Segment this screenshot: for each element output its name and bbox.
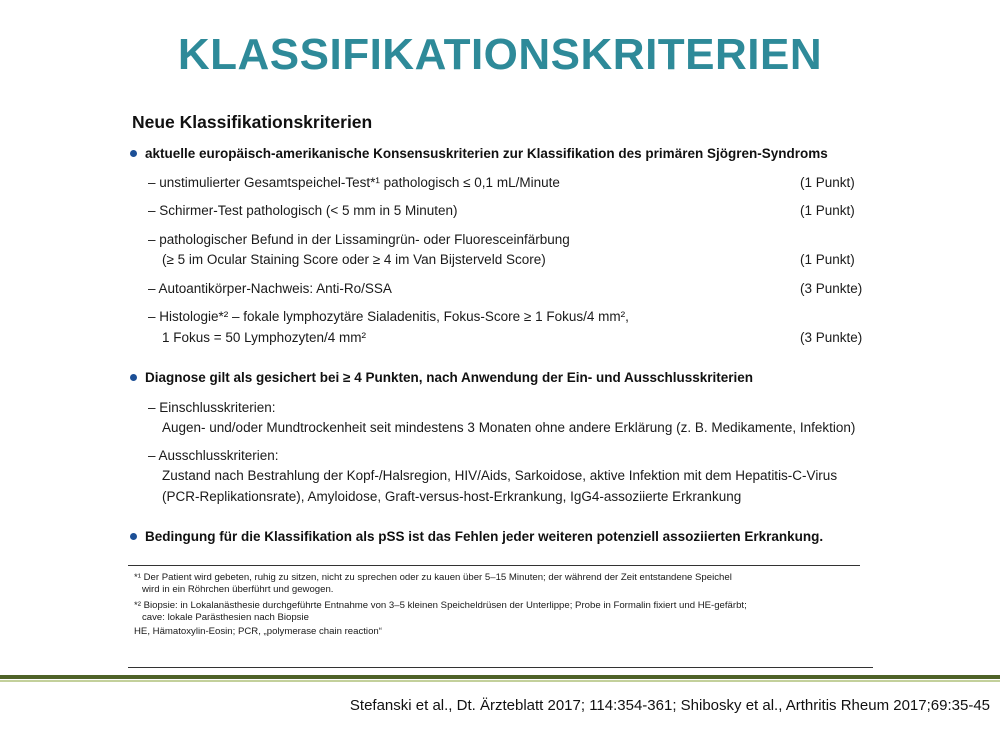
footnote-divider [128,565,860,566]
bullet-consensus: aktuelle europäisch-amerikanische Konsensuskriterien zur Klassifikation des primären Sjögren-Syndroms [130,146,828,161]
criterion-line: (≥ 5 im Ocular Staining Score oder ≥ 4 im Van Bijsterveld Score) [162,252,546,267]
slide-title: KLASSIFIKATIONSKRITERIEN [177,30,823,79]
criteria-document [128,108,873,668]
document-heading: Neue Klassifikationskriterien [132,112,373,132]
criterion-points: (1 Punkt) [800,252,855,267]
footnote-line: *¹ Der Patient wird gebeten, ruhig zu sitzen, nicht zu sprechen oder zu kauen über 5–15 Minuten; der während der Zeit entstandene Speichel [134,572,732,583]
criterion-line: 1 Fokus = 50 Lymphozyten/4 mm² [162,330,366,345]
document-bottom-rule [128,667,873,668]
footer-bar-dark [0,675,1000,679]
bullet-dot-icon [130,374,137,381]
footnote-line: cave: lokale Parästhesien nach Biopsie [142,612,309,623]
ausschluss-text: (PCR-Replikationsrate), Amyloidose, Graft-versus-host-Erkrankung, IgG4-assoziierte Erkrankung [162,489,742,504]
criterion-line: – unstimulierter Gesamtspeichel-Test*¹ pathologisch ≤ 0,1 mL/Minute [148,175,560,190]
einschluss-label: – Einschlusskriterien: [148,400,276,415]
einschluss-text: Augen- und/oder Mundtrockenheit seit mindestens 3 Monaten ohne andere Erklärung (z. B. Medikamente, Infektion) [162,420,856,435]
bullet-dot-icon [130,533,137,540]
bullet-condition: Bedingung für die Klassifikation als pSS ist das Fehlen jeder weiteren potenziell assoziierten Erkrankung. [130,529,823,544]
criterion-line: – Histologie*² – fokale lymphozytäre Sialadenitis, Fokus-Score ≥ 1 Fokus/4 mm², [148,309,629,324]
bullet-diagnosis: Diagnose gilt als gesichert bei ≥ 4 Punkten, nach Anwendung der Ein- und Ausschlusskriterien [130,370,753,385]
citation: Stefanski et al., Dt. Ärzteblatt 2017; 114:354-361; Shibosky et al., Arthritis Rheum 2017;69:35-45 [349,697,990,714]
ausschluss-text: Zustand nach Bestrahlung der Kopf-/Halsregion, HIV/Aids, Sarkoidose, aktive Infektion mit dem Hepatitis-C-Virus [162,468,838,483]
criterion-line: – pathologischer Befund in der Lissamingrün- oder Fluoresceinfärbung [148,232,570,247]
criterion-points: (1 Punkt) [800,175,855,190]
criterion-line: – Schirmer-Test pathologisch (< 5 mm in 5 Minuten) [148,203,458,218]
criterion-points: (3 Punkte) [800,281,863,296]
footer-bar-light [0,680,1000,682]
criterion-points: (1 Punkt) [800,203,855,218]
footnote-line: *² Biopsie: in Lokalanästhesie durchgeführte Entnahme von 3–5 kleinen Speicheldrüsen der Unterlippe; Probe in Formalin fixiert und HE-gefärbt; [134,600,747,611]
ausschluss-label: – Ausschlusskriterien: [148,448,279,463]
criterion-points: (3 Punkte) [800,330,863,345]
criterion-line: – Autoantikörper-Nachweis: Anti-Ro/SSA [148,281,392,296]
footnote-line: HE, Hämatoxylin-Eosin; PCR, „polymerase chain reaction“ [134,626,382,637]
footnote-line: wird in ein Röhrchen überführt und gewogen. [142,584,334,595]
bullet-dot-icon [130,150,137,157]
